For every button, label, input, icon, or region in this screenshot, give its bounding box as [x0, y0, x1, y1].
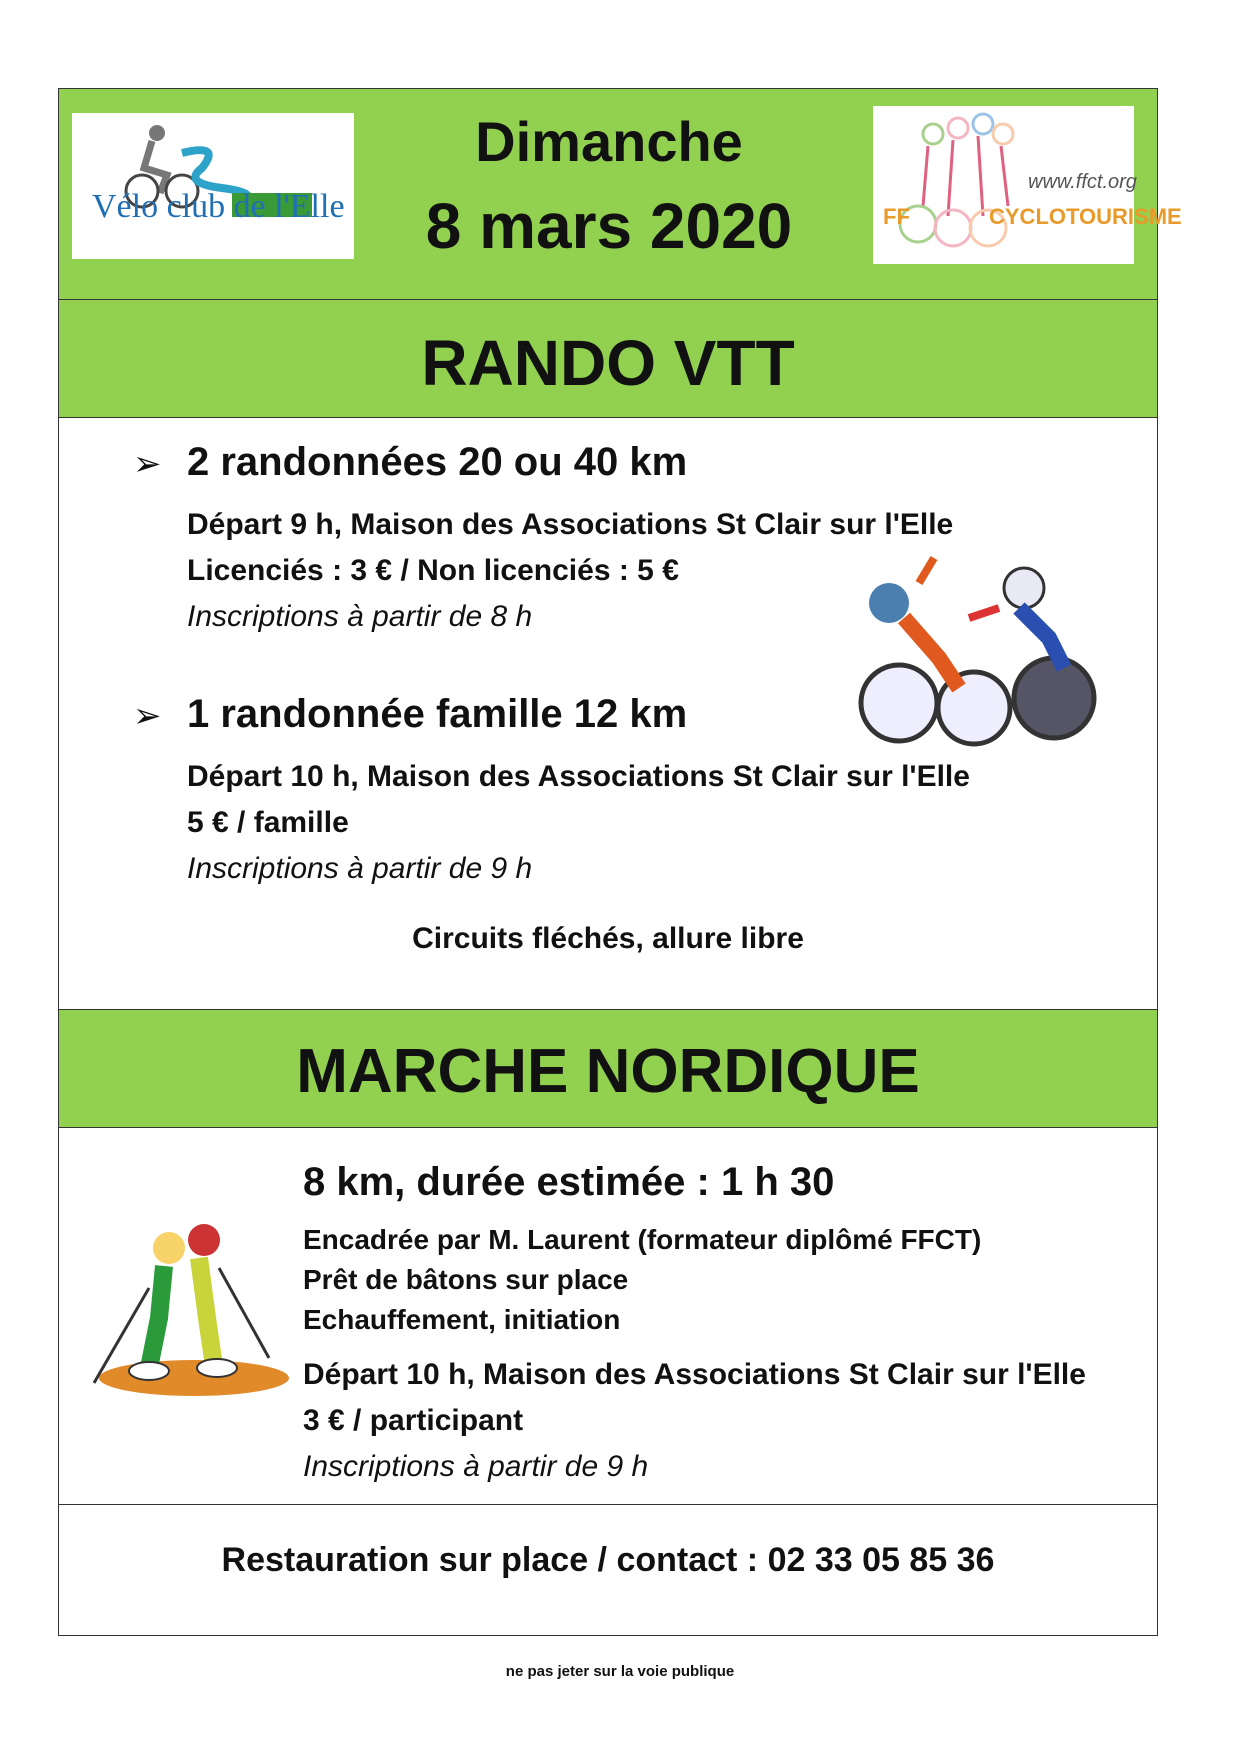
marche-price: 3 € / participant — [303, 1404, 524, 1437]
rando-content — [59, 417, 1157, 1009]
event-day: Dimanche — [475, 110, 743, 173]
marche-nordique-title: MARCHE NORDIQUE — [296, 1037, 920, 1106]
header-band — [59, 89, 1182, 299]
marche-heading: 8 km, durée estimée : 1 h 30 — [303, 1160, 835, 1204]
bullet-arrow-icon: ➢ — [133, 697, 162, 735]
rando-note: Circuits fléchés, allure libre — [412, 922, 804, 955]
marche-echauffement: Echauffement, initiation — [303, 1304, 621, 1335]
svg-text:Vélo club de l'Elle: Vélo club de l'Elle — [92, 188, 345, 225]
svg-text:CYCLOTOURISME: CYCLOTOURISME — [989, 204, 1182, 229]
nordic-walkers-icon — [89, 1208, 299, 1408]
svg-text:www.ffct.org: www.ffct.org — [1028, 171, 1137, 193]
rando-item1-heading: 2 randonnées 20 ou 40 km — [187, 440, 688, 484]
cyclists-logo-icon — [873, 106, 1182, 264]
rando-item2-depart: Départ 10 h, Maison des Associations St Clair sur l'Elle — [187, 760, 970, 793]
marche-inscriptions: Inscriptions à partir de 9 h — [303, 1450, 649, 1483]
bullet-arrow-icon: ➢ — [133, 445, 162, 483]
cartoon-cyclists-icon — [849, 548, 1099, 748]
marche-nordique-band — [59, 1009, 1157, 1127]
marche-content — [59, 1127, 1157, 1504]
marche-batons: Prêt de bâtons sur place — [303, 1264, 629, 1295]
rando-item2-price: 5 € / famille — [187, 806, 349, 839]
footer-separator — [59, 1504, 1157, 1505]
marche-depart: Départ 10 h, Maison des Associations St Clair sur l'Elle — [303, 1358, 1086, 1391]
marche-encadree: Encadrée par M. Laurent (formateur diplômé FFCT) — [303, 1224, 982, 1255]
rando-item2-heading: 1 randonnée famille 12 km — [187, 692, 688, 736]
velo-club-logo — [72, 113, 354, 259]
ffct-logo — [873, 106, 1182, 264]
rando-vtt-band — [59, 299, 1157, 417]
flyer-frame — [58, 88, 1182, 1636]
rando-item2-inscriptions: Inscriptions à partir de 9 h — [187, 852, 533, 885]
cyclist-logo-icon — [72, 113, 354, 259]
event-date: 8 mars 2020 — [425, 190, 793, 262]
rando-vtt-title: RANDO VTT — [421, 327, 795, 399]
svg-text:FF: FF — [883, 204, 910, 229]
rando-item1-inscriptions: Inscriptions à partir de 8 h — [187, 600, 533, 633]
rando-item1-price: Licenciés : 3 € / Non licenciés : 5 € — [187, 554, 679, 587]
footer-contact: Restauration sur place / contact : 02 33 05 85 36 — [221, 1541, 995, 1579]
rando-item1-depart: Départ 9 h, Maison des Associations St Clair sur l'Elle — [187, 508, 954, 541]
bottom-note: ne pas jeter sur la voie publique — [505, 1663, 735, 1680]
